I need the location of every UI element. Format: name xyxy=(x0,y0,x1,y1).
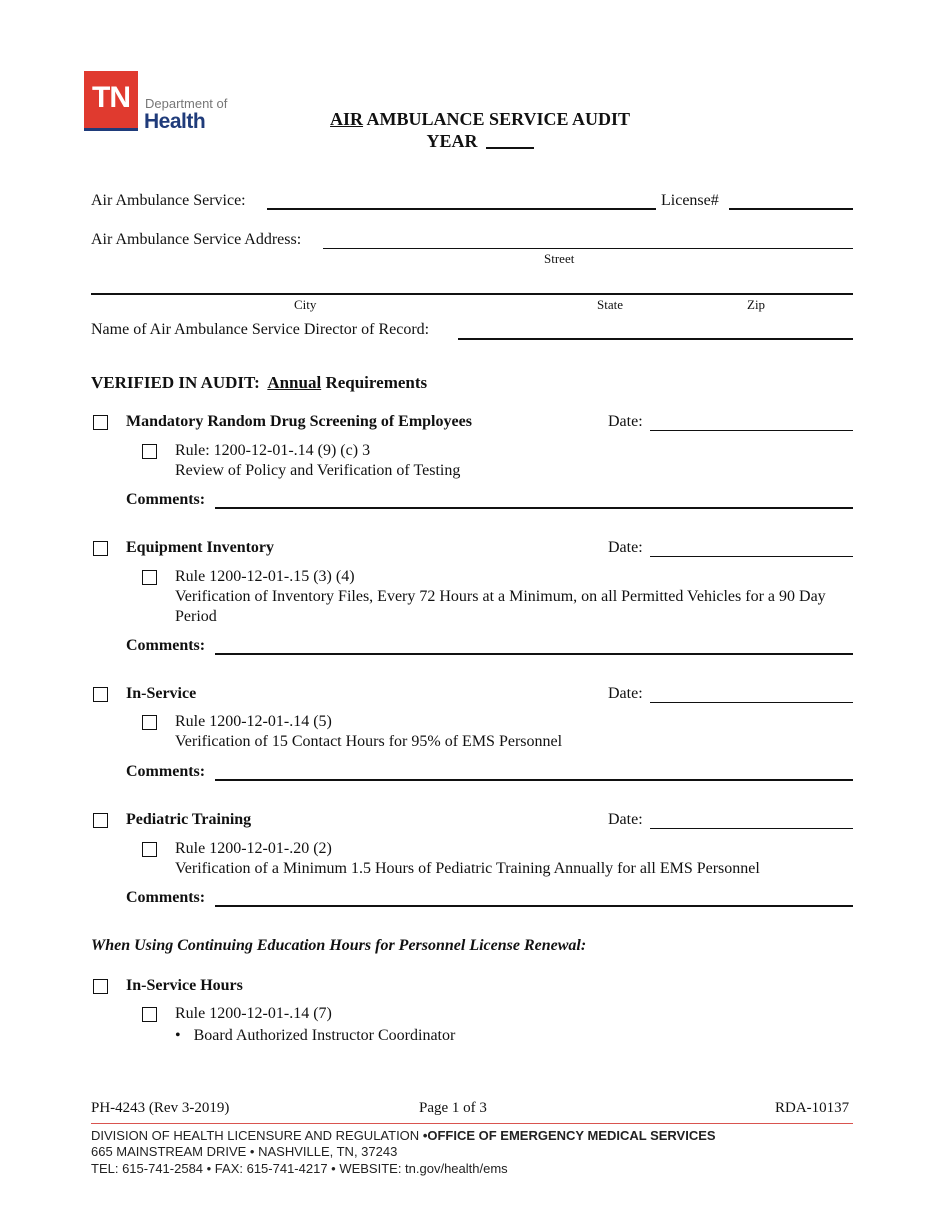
footer-office: •OFFICE OF EMERGENCY MEDICAL SERVICES xyxy=(422,1128,716,1143)
item1-date-input[interactable] xyxy=(650,430,853,431)
item3-checkbox[interactable] xyxy=(93,687,108,702)
item4-rule-checkbox[interactable] xyxy=(142,842,157,857)
service-label: Air Ambulance Service: xyxy=(91,192,246,209)
license-input[interactable] xyxy=(729,208,853,210)
verified-prefix: VERIFIED IN AUDIT: xyxy=(91,373,260,392)
item3-comments-input[interactable] xyxy=(215,779,853,781)
item4-comments-input[interactable] xyxy=(215,905,853,907)
address-label: Air Ambulance Service Address: xyxy=(91,231,302,248)
city-state-zip-input[interactable] xyxy=(91,293,853,295)
page-number: Page 1 of 3 xyxy=(419,1100,487,1116)
item3-rule-checkbox[interactable] xyxy=(142,715,157,730)
ce-rule-checkbox[interactable] xyxy=(142,1007,157,1022)
logo-health-text: Health xyxy=(144,110,206,133)
zip-label: Zip xyxy=(747,297,766,312)
item4-comments-label: Comments: xyxy=(126,889,206,906)
footer-address: 665 MAINSTREAM DRIVE • NASHVILLE, TN, 37243 xyxy=(91,1144,398,1159)
ce-title: In-Service Hours xyxy=(126,977,243,994)
item4-date-input[interactable] xyxy=(650,828,853,829)
ce-heading: When Using Continuing Education Hours for Personnel License Renewal: xyxy=(91,937,587,954)
item2-comments-input[interactable] xyxy=(215,653,853,655)
item1-title: Mandatory Random Drug Screening of Employees xyxy=(126,413,472,430)
item4-desc: Verification of a Minimum 1.5 Hours of Pediatric Training Annually for all EMS Personnel xyxy=(175,860,760,877)
item3-comments-label: Comments: xyxy=(126,763,206,780)
tn-logo xyxy=(84,71,138,125)
ce-bullet-text: Board Authorized Instructor Coordinator xyxy=(193,1027,456,1044)
footer-contact: TEL: 615-741-2584 • FAX: 615-741-4217 • WEBSITE: tn.gov/health/ems xyxy=(91,1161,508,1176)
service-input[interactable] xyxy=(267,208,656,210)
title-rest: AMBULANCE SERVICE AUDIT xyxy=(363,109,630,129)
item1-comments-label: Comments: xyxy=(126,491,206,508)
year-input[interactable] xyxy=(486,147,534,149)
logo-dept-text: Department of xyxy=(145,96,228,111)
item2-checkbox[interactable] xyxy=(93,541,108,556)
street-input[interactable] xyxy=(323,248,853,249)
footer-divider xyxy=(91,1123,853,1124)
item3-rule: Rule 1200-12-01-.14 (5) xyxy=(175,713,332,730)
item3-desc: Verification of 15 Contact Hours for 95% of EMS Personnel xyxy=(175,733,563,750)
license-label: License# xyxy=(661,192,719,209)
title-air: AIR xyxy=(330,109,364,129)
form-number: PH-4243 (Rev 3-2019) xyxy=(91,1100,230,1116)
ce-bullet-item xyxy=(175,1027,455,1045)
item4-date-label: Date: xyxy=(608,811,643,828)
item1-checkbox[interactable] xyxy=(93,415,108,430)
ce-rule: Rule 1200-12-01-.14 (7) xyxy=(175,1005,332,1022)
year-label: YEAR xyxy=(426,131,478,151)
item2-date-input[interactable] xyxy=(650,556,853,557)
item1-desc: Review of Policy and Verification of Testing xyxy=(175,462,461,479)
verified-suffix: Requirements xyxy=(325,373,428,392)
item2-comments-label: Comments: xyxy=(126,637,206,654)
logo-abbr: TN xyxy=(92,81,130,114)
bullet-icon: • xyxy=(175,1027,181,1044)
item1-comments-input[interactable] xyxy=(215,507,853,509)
item2-date-label: Date: xyxy=(608,539,643,556)
item3-date-input[interactable] xyxy=(650,702,853,703)
item1-rule-checkbox[interactable] xyxy=(142,444,157,459)
state-label: State xyxy=(597,297,623,312)
item2-rule: Rule 1200-12-01-.15 (3) (4) xyxy=(175,568,355,585)
ce-checkbox[interactable] xyxy=(93,979,108,994)
verified-heading xyxy=(91,373,427,393)
item2-desc: Verification of Inventory Files, Every 72 Hours at a Minimum, on all Permitted Vehicles for a 90 Day xyxy=(175,588,826,605)
year-row xyxy=(280,131,680,152)
item2-title: Equipment Inventory xyxy=(126,539,275,556)
item1-rule: Rule: 1200-12-01-.14 (9) (c) 3 xyxy=(175,442,371,459)
item3-date-label: Date: xyxy=(608,685,643,702)
item4-title: Pediatric Training xyxy=(126,811,252,828)
director-input[interactable] xyxy=(458,338,853,340)
item2-rule-checkbox[interactable] xyxy=(142,570,157,585)
city-label: City xyxy=(294,297,317,312)
verified-annual: Annual xyxy=(267,373,322,392)
footer-division xyxy=(91,1128,716,1143)
item4-checkbox[interactable] xyxy=(93,813,108,828)
item1-date-label: Date: xyxy=(608,413,643,430)
director-label: Name of Air Ambulance Service Director of Record: xyxy=(91,321,430,338)
item3-title: In-Service xyxy=(126,685,197,702)
document-title xyxy=(280,109,680,130)
street-label: Street xyxy=(544,251,575,266)
item4-rule: Rule 1200-12-01-.20 (2) xyxy=(175,840,332,857)
footer-division-text: DIVISION OF HEALTH LICENSURE AND REGULATION xyxy=(91,1128,423,1143)
item2-desc-cont: Period xyxy=(175,608,217,625)
logo-bar-blue xyxy=(84,128,138,131)
rda-number: RDA-10137 xyxy=(775,1100,850,1116)
